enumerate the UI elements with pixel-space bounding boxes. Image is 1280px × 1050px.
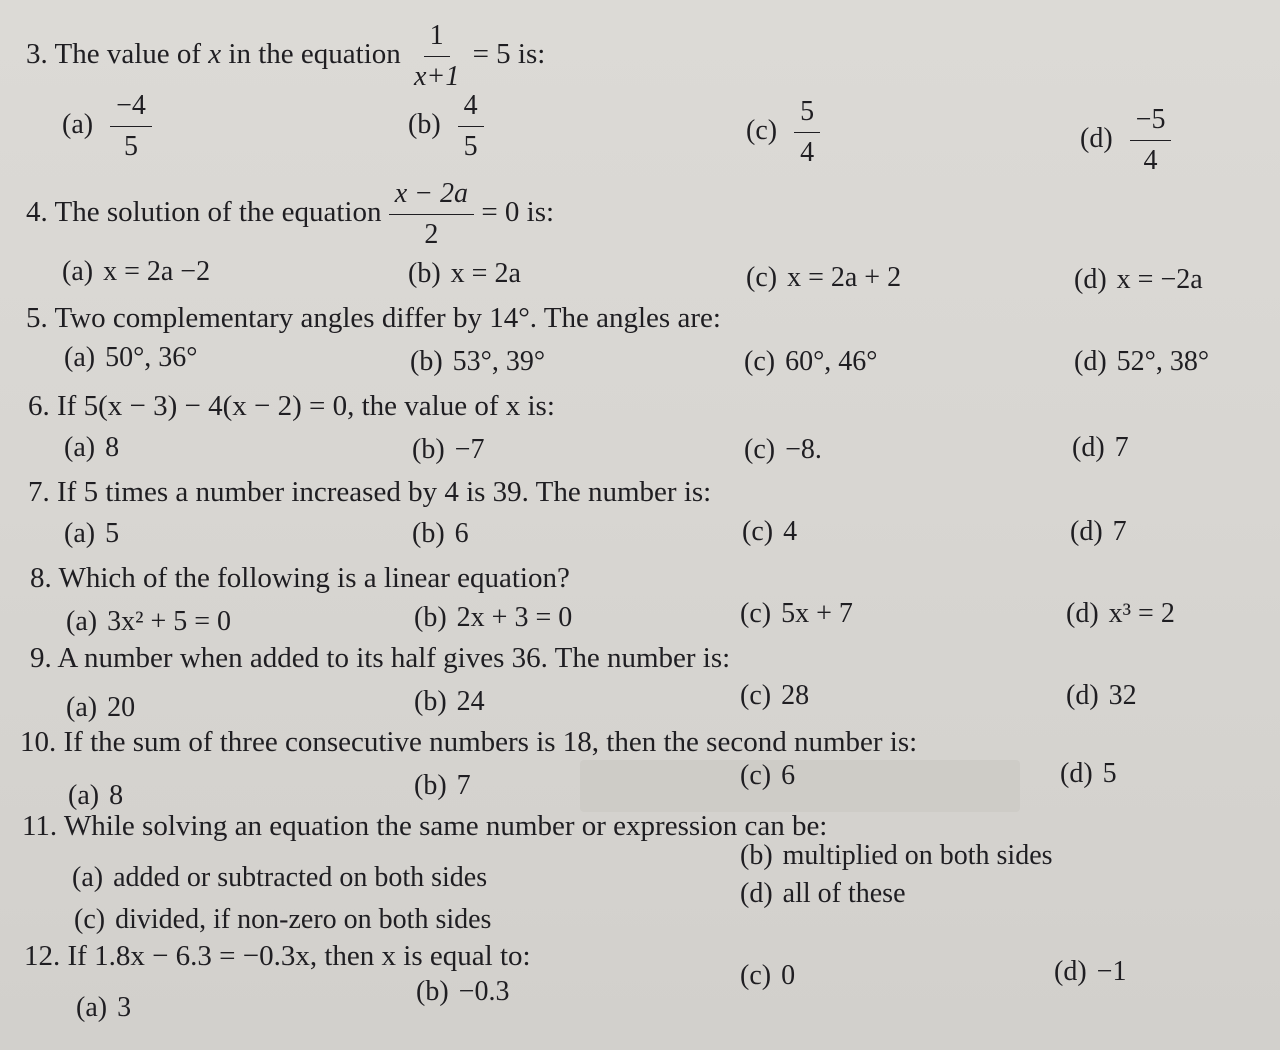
option-fraction xyxy=(458,92,484,161)
option-a xyxy=(66,692,135,724)
option-a xyxy=(64,432,119,464)
option-value: 32 xyxy=(1108,680,1137,711)
option-d xyxy=(1080,106,1171,175)
question-text: The solution of the equation xyxy=(54,196,389,229)
denominator: 5 xyxy=(123,131,138,162)
question-text: in the equation xyxy=(221,38,408,71)
question-12 xyxy=(24,940,531,973)
option-label: (a) xyxy=(64,518,96,549)
question-text: If 1.8x − 6.3 = −0.3x, then x is equal to: xyxy=(67,940,531,972)
question-9 xyxy=(30,642,730,675)
option-label: (c) xyxy=(740,680,772,711)
option-value: x³ = 2 xyxy=(1108,598,1175,629)
option-value: 50°, 36° xyxy=(105,342,198,373)
question-text: If 5 times a number increased by 4 is 39. The number is: xyxy=(57,476,712,508)
question-text: The value of xyxy=(54,38,209,71)
question-6 xyxy=(28,390,555,423)
option-c xyxy=(744,434,822,466)
equation-fraction xyxy=(389,180,474,249)
option-label: (b) xyxy=(410,346,443,377)
option-value: 2x + 3 = 0 xyxy=(456,602,573,633)
option-label: (a) xyxy=(68,780,100,811)
option-label: (c) xyxy=(746,114,778,146)
option-value: 7 xyxy=(1114,432,1129,463)
denominator: 5 xyxy=(463,131,478,162)
option-value: 5 xyxy=(105,518,120,549)
denominator: 4 xyxy=(1143,145,1158,176)
option-value: 7 xyxy=(1112,516,1127,547)
question-3 xyxy=(26,22,545,91)
option-label: (d) xyxy=(740,878,773,909)
question-number: 5. xyxy=(26,302,48,334)
option-value: 0 xyxy=(781,960,796,991)
option-value: 3 xyxy=(117,992,132,1023)
option-label: (c) xyxy=(740,598,772,629)
option-c xyxy=(740,960,795,992)
option-d xyxy=(1074,346,1209,378)
option-b xyxy=(414,686,485,718)
question-7 xyxy=(28,476,711,509)
option-fraction xyxy=(110,92,152,161)
option-c xyxy=(740,598,853,630)
equation-fraction xyxy=(408,22,465,91)
question-4 xyxy=(26,180,554,249)
option-fraction xyxy=(794,98,820,167)
option-label: (c) xyxy=(746,262,778,293)
option-value: 5x + 7 xyxy=(781,598,853,629)
option-c xyxy=(74,904,491,936)
option-label: (a) xyxy=(62,256,94,287)
option-a xyxy=(62,92,152,161)
question-text: Which of the following is a linear equation? xyxy=(58,562,570,594)
question-11 xyxy=(22,810,827,843)
option-label: (b) xyxy=(414,770,447,801)
question-text: If the sum of three consecutive numbers is 18, then the second number is: xyxy=(63,726,918,758)
option-d xyxy=(1066,598,1175,630)
option-value: 6 xyxy=(454,518,469,549)
option-c xyxy=(744,346,877,378)
option-d xyxy=(1060,758,1117,790)
question-5 xyxy=(26,302,721,335)
option-label: (a) xyxy=(64,342,96,373)
option-value: 6 xyxy=(781,760,796,791)
option-label: (c) xyxy=(744,346,776,377)
option-d xyxy=(1066,680,1137,712)
option-value: −0.3 xyxy=(458,976,510,1007)
option-label: (d) xyxy=(1066,680,1099,711)
option-value: 8 xyxy=(105,432,120,463)
numerator: 5 xyxy=(794,98,820,133)
option-d xyxy=(1072,432,1129,464)
option-label: (c) xyxy=(740,760,772,791)
option-label: (a) xyxy=(76,992,108,1023)
option-d xyxy=(740,878,906,910)
option-label: (d) xyxy=(1060,758,1093,789)
option-value: x = 2a −2 xyxy=(103,256,211,287)
question-number: 9. xyxy=(30,642,52,674)
option-label: (b) xyxy=(414,602,447,633)
option-value: 52°, 38° xyxy=(1116,346,1210,377)
option-value: divided, if non-zero on both sides xyxy=(115,904,492,935)
option-a xyxy=(72,862,487,894)
numerator: x − 2a xyxy=(389,180,474,215)
option-label: (d) xyxy=(1072,432,1105,463)
option-value: 20 xyxy=(107,692,136,723)
numerator: −5 xyxy=(1130,106,1172,141)
option-value: 8 xyxy=(109,780,124,811)
option-label: (b) xyxy=(740,840,773,871)
numerator: −4 xyxy=(110,92,152,127)
option-label: (b) xyxy=(414,686,447,717)
option-label: (b) xyxy=(408,258,441,289)
denominator: x+1 xyxy=(414,61,460,92)
option-c xyxy=(740,760,795,792)
option-d xyxy=(1074,264,1203,296)
option-value: multiplied on both sides xyxy=(782,840,1053,871)
option-label: (a) xyxy=(66,606,98,637)
option-c xyxy=(746,262,901,294)
question-text: Two complementary angles differ by 14°. The angles are: xyxy=(54,302,721,334)
option-value: 5 xyxy=(1102,758,1117,789)
option-label: (b) xyxy=(412,518,445,549)
option-label: (b) xyxy=(408,108,441,140)
option-label: (d) xyxy=(1054,956,1087,987)
question-tail: = 5 is: xyxy=(472,38,546,71)
numerator: 1 xyxy=(424,22,450,57)
option-value: 53°, 39° xyxy=(452,346,546,377)
question-10 xyxy=(20,726,917,759)
option-value: −1 xyxy=(1096,956,1127,987)
option-label: (b) xyxy=(412,434,445,465)
option-value: 28 xyxy=(781,680,810,711)
option-value: x = 2a xyxy=(450,258,521,289)
question-number: 12. xyxy=(24,940,61,972)
option-value: 4 xyxy=(783,516,798,547)
option-c xyxy=(742,516,797,548)
option-label: (a) xyxy=(64,432,96,463)
option-a xyxy=(62,256,210,288)
question-number: 8. xyxy=(30,562,52,594)
option-label: (a) xyxy=(72,862,104,893)
option-label: (d) xyxy=(1080,122,1113,154)
denominator: 4 xyxy=(800,137,815,168)
option-label: (a) xyxy=(66,692,98,723)
option-label: (c) xyxy=(74,904,106,935)
option-label: (b) xyxy=(416,976,449,1007)
question-8 xyxy=(30,562,570,595)
option-a xyxy=(68,780,123,812)
variable: x xyxy=(208,38,222,71)
question-text: A number when added to its half gives 36. The number is: xyxy=(57,642,731,674)
option-value: 24 xyxy=(456,686,485,717)
option-value: x = −2a xyxy=(1116,264,1203,295)
option-b xyxy=(414,770,471,802)
option-b xyxy=(410,346,545,378)
option-a xyxy=(64,342,197,374)
option-b xyxy=(412,518,469,550)
option-a xyxy=(64,518,119,550)
option-d xyxy=(1070,516,1127,548)
numerator: 4 xyxy=(458,92,484,127)
option-b xyxy=(412,434,484,466)
option-a xyxy=(76,992,131,1024)
option-value: 3x² + 5 = 0 xyxy=(107,606,232,637)
question-number: 11. xyxy=(22,810,58,842)
question-number: 10. xyxy=(20,726,57,758)
denominator: 2 xyxy=(424,219,439,250)
question-tail: = 0 is: xyxy=(481,196,555,229)
option-value: −8. xyxy=(785,434,822,465)
option-value: −7 xyxy=(454,434,485,465)
option-b xyxy=(414,602,572,634)
option-b xyxy=(740,840,1053,872)
option-value: x = 2a + 2 xyxy=(787,262,902,293)
question-number: 7. xyxy=(28,476,50,508)
option-b xyxy=(408,92,484,161)
option-value: 60°, 46° xyxy=(785,346,878,377)
question-number: 4. xyxy=(26,196,48,229)
option-b xyxy=(416,976,509,1008)
option-a xyxy=(66,606,231,638)
option-label: (d) xyxy=(1074,264,1107,295)
option-label: (c) xyxy=(740,960,772,991)
option-c xyxy=(740,680,809,712)
option-label: (d) xyxy=(1070,516,1103,547)
option-b xyxy=(408,258,521,290)
option-c xyxy=(746,98,820,167)
faded-background-banner xyxy=(580,760,1020,812)
question-number: 6. xyxy=(28,390,50,422)
option-value: 7 xyxy=(456,770,471,801)
option-label: (a) xyxy=(62,108,94,140)
option-label: (c) xyxy=(744,434,776,465)
option-d xyxy=(1054,956,1126,988)
option-label: (d) xyxy=(1066,598,1099,629)
option-fraction xyxy=(1130,106,1172,175)
option-label: (d) xyxy=(1074,346,1107,377)
option-value: all of these xyxy=(782,878,906,909)
question-text: While solving an equation the same number or expression can be: xyxy=(63,810,828,842)
question-text: If 5(x − 3) − 4(x − 2) = 0, the value of x is: xyxy=(57,390,555,422)
option-label: (c) xyxy=(742,516,774,547)
option-value: added or subtracted on both sides xyxy=(113,862,488,893)
question-number: 3. xyxy=(26,38,48,71)
